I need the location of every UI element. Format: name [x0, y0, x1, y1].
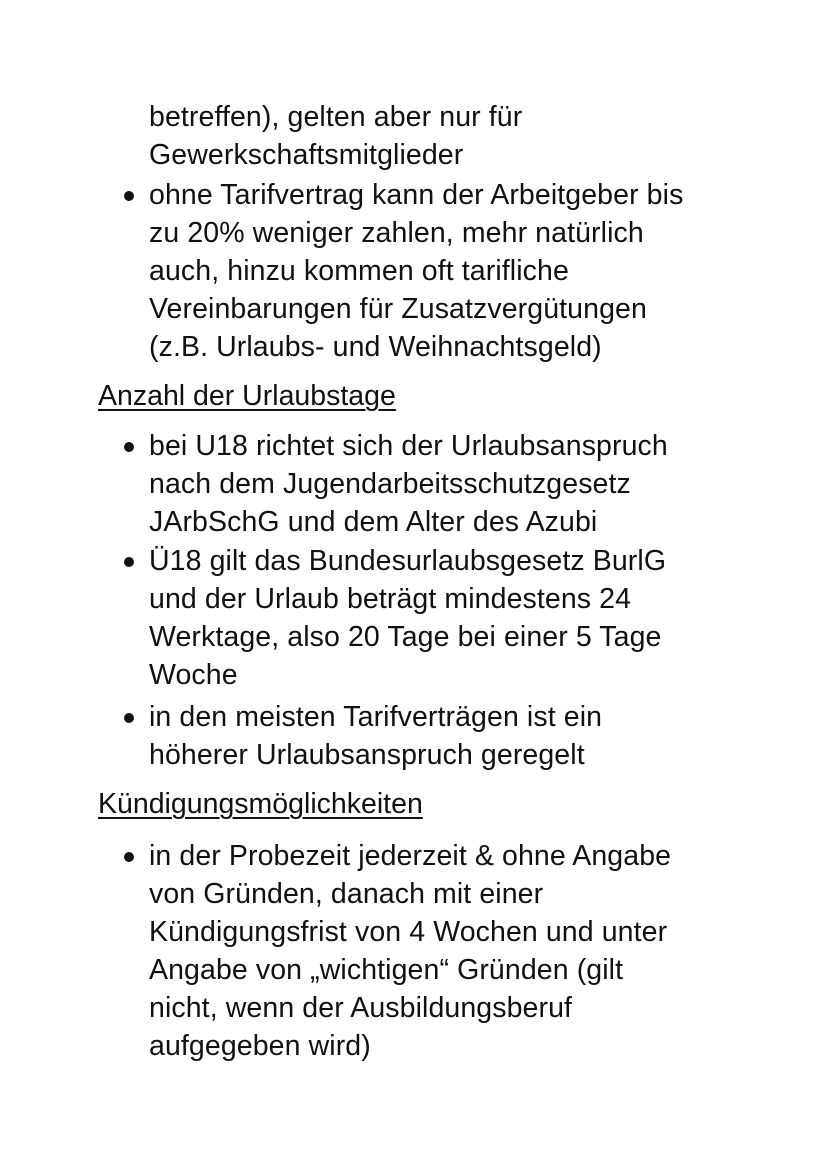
- section-heading-kuendigung: Kündigungsmöglichkeiten: [98, 788, 423, 820]
- bullet-text-line: ohne Tarifvertrag kann der Arbeitgeber bis: [149, 179, 684, 211]
- bullet-text-line: bei U18 richtet sich der Urlaubsanspruch: [149, 430, 668, 462]
- bullet-text-line: JArbSchG und dem Alter des Azubi: [149, 506, 598, 538]
- bullet-dot: [124, 713, 134, 723]
- bullet-text-line: Woche: [149, 659, 238, 691]
- bullet-dot: [124, 852, 134, 862]
- continuation-line: betreffen), gelten aber nur für: [149, 101, 523, 133]
- bullet-text-line: in den meisten Tarifverträgen ist ein: [149, 701, 603, 733]
- bullet-text-line: höherer Urlaubsanspruch geregelt: [149, 739, 585, 771]
- bullet-text-line: Ü18 gilt das Bundesurlaubsgesetz BurlG: [149, 545, 667, 577]
- bullet-text-line: Vereinbarungen für Zusatzvergütungen: [149, 293, 647, 325]
- bullet-text-line: von Gründen, danach mit einer: [149, 878, 544, 910]
- bullet-text-line: (z.B. Urlaubs- und Weihnachtsgeld): [149, 331, 602, 363]
- section-heading-urlaubstage: Anzahl der Urlaubstage: [98, 380, 396, 412]
- bullet-text-line: Werktage, also 20 Tage bei einer 5 Tage: [149, 621, 662, 653]
- continuation-line: Gewerkschaftsmitglieder: [149, 139, 464, 171]
- bullet-text-line: aufgegeben wird): [149, 1030, 371, 1062]
- bullet-dot: [124, 442, 134, 452]
- bullet-text-line: in der Probezeit jederzeit & ohne Angabe: [149, 840, 672, 872]
- bullet-dot: [124, 191, 134, 201]
- bullet-text-line: nicht, wenn der Ausbildungsberuf: [149, 992, 573, 1024]
- bullet-text-line: Angabe von „wichtigen“ Gründen (gilt: [149, 954, 624, 986]
- bullet-text-line: und der Urlaub beträgt mindestens 24: [149, 583, 632, 615]
- bullet-dot: [124, 557, 134, 567]
- bullet-text-line: Kündigungsfrist von 4 Wochen und unter: [149, 916, 668, 948]
- bullet-text-line: nach dem Jugendarbeitsschutzgesetz: [149, 468, 631, 500]
- bullet-text-line: auch, hinzu kommen oft tarifliche: [149, 255, 569, 287]
- bullet-text-line: zu 20% weniger zahlen, mehr natürlich: [149, 217, 644, 249]
